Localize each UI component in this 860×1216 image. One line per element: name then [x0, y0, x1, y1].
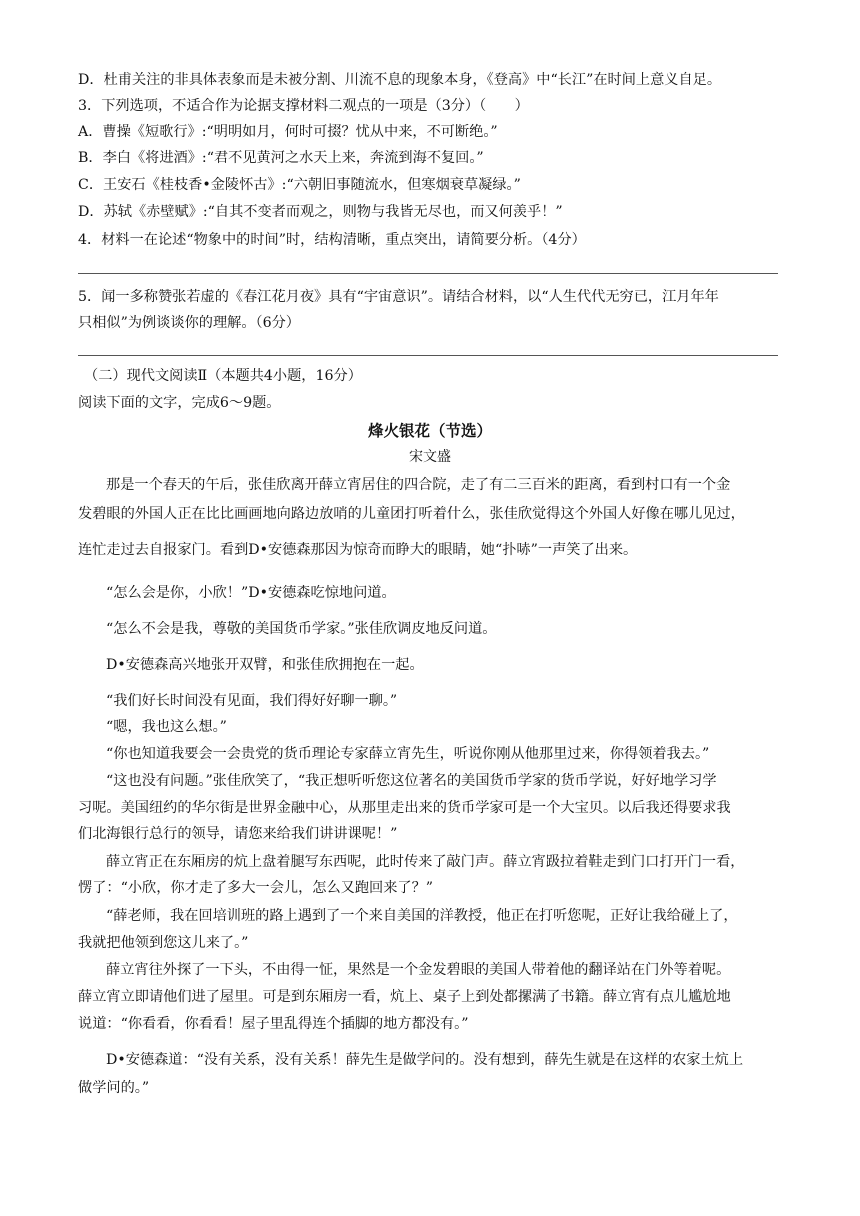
q5-stem-line1: 5．闻一多称赞张若虚的《春江花月夜》具有“宇宙意识”。请结合材料，以“人生代代无穷已，江月年年: [78, 289, 719, 305]
q4-stem: 4．材料一在论述“物象中的时间”时，结构清晰，重点突出，请简要分析。（4分）: [78, 232, 586, 248]
answer-line[interactable]: [78, 355, 778, 356]
paragraph-line: D•安德森道：“没有关系，没有关系！薛先生是做学问的。没有想到，薛先生就是在这样的农家土炕上: [106, 1052, 744, 1068]
paragraph-line: “薛老师，我在回培训班的路上遇到了一个来自美国的洋教授，他正在打听您呢，正好让我给碰上了，: [106, 908, 738, 924]
paragraph-line: 们北海银行总行的领导，请您来给我们讲讲课呢！”: [78, 826, 398, 842]
q2-option-d: D．杜甫关注的非具体表象而是未被分割、川流不息的现象本身，《登高》中“长江”在时间上意义自足。: [78, 72, 722, 88]
q5-stem-line2: 只相似”为例谈谈你的理解。（6分）: [78, 315, 300, 331]
paragraph-line: 薛立宵立即请他们进了屋里。可是到东厢房一看，炕上、桌子上到处都摞满了书籍。薛立宵有点儿尴尬地: [78, 989, 731, 1005]
paragraph-line: “怎么不会是我，尊敬的美国货币学家。”张佳欣调皮地反问道。: [106, 621, 497, 637]
section-instruction: 阅读下面的文字，完成6～9题。: [78, 395, 281, 411]
section-heading: （二）现代文阅读Ⅱ（本题共4小题，16分）: [84, 368, 362, 384]
paragraph-line: 发碧眼的外国人正在比比画画地向路边放哨的儿童团打听着什么，张佳欣觉得这个外国人好像在哪儿见过，: [78, 506, 745, 522]
paragraph-line: 薛立宵往外探了一下头，不由得一怔，果然是一个金发碧眼的美国人带着他的翻译站在门外等着呢。: [106, 962, 731, 978]
q3-option-d: D．苏轼《赤壁赋》:“自其不变者而观之，则物与我皆无尽也，而又何羡乎！”: [78, 204, 563, 220]
paragraph-line: 那是一个春天的午后，张佳欣离开薛立宵居住的四合院，走了有二三百米的距离，看到村口有一个金: [106, 477, 731, 493]
paragraph-line: “我们好长时间没有见面，我们得好好聊一聊。”: [106, 693, 398, 709]
paragraph-line: D•安德森高兴地张开双臂，和张佳欣拥抱在一起。: [106, 657, 424, 673]
answer-line[interactable]: [78, 273, 778, 274]
paragraph-line: 愣了：“小欣，你才走了多大一会儿，怎么又跑回来了？”: [78, 880, 434, 896]
paragraph-line: 说道：“你看看，你看看！屋子里乱得连个插脚的地方都没有。”: [78, 1016, 469, 1032]
paragraph-line: 连忙走过去自报家门。看到D•安德森那因为惊奇而睁大的眼睛，她“扑哧”一声笑了出来。: [78, 542, 638, 558]
q3-option-a: A．曹操《短歌行》:“明明如月，何时可掇？忧从中来，不可断绝。”: [78, 124, 498, 140]
paragraph-line: 薛立宵正在东厢房的炕上盘着腿写东西呢，此时传来了敲门声。薛立宵趿拉着鞋走到门口打开门一看，: [106, 854, 745, 870]
paragraph-line: 习呢。美国纽约的华尔街是世界金融中心，从那里走出来的货币学家可是一个大宝贝。以后我还得要求我: [78, 800, 731, 816]
paragraph-line: “你也知道我要会一会贵党的货币理论专家薛立宵先生，听说你刚从他那里过来，你得领着我去。”: [106, 746, 710, 762]
paragraph-line: “这也没有问题。”张佳欣笑了，“我正想听听您这位著名的美国货币学家的货币学说，好好地学习学: [106, 773, 717, 789]
article-author: 宋文盛: [409, 449, 451, 465]
paragraph-line: 我就把他领到您这儿来了。”: [78, 935, 249, 951]
article-title: 烽火银花（节选）: [367, 421, 492, 440]
paragraph-line: “嗯，我也这么想。”: [106, 719, 227, 735]
q3-option-c: C．王安石《桂枝香•金陵怀古》:“六朝旧事随流水，但寒烟衰草凝绿。”: [78, 177, 521, 193]
q3-option-b: B．李白《将进酒》:“君不见黄河之水天上来，奔流到海不复回。”: [78, 150, 484, 166]
paragraph-line: “怎么会是你，小欣！”D•安德森吃惊地问道。: [106, 585, 396, 601]
q3-stem: 3．下列选项，不适合作为论据支撑材料二观点的一项是（3分）（ ）: [78, 98, 529, 114]
paragraph-line: 做学问的。”: [78, 1080, 150, 1096]
